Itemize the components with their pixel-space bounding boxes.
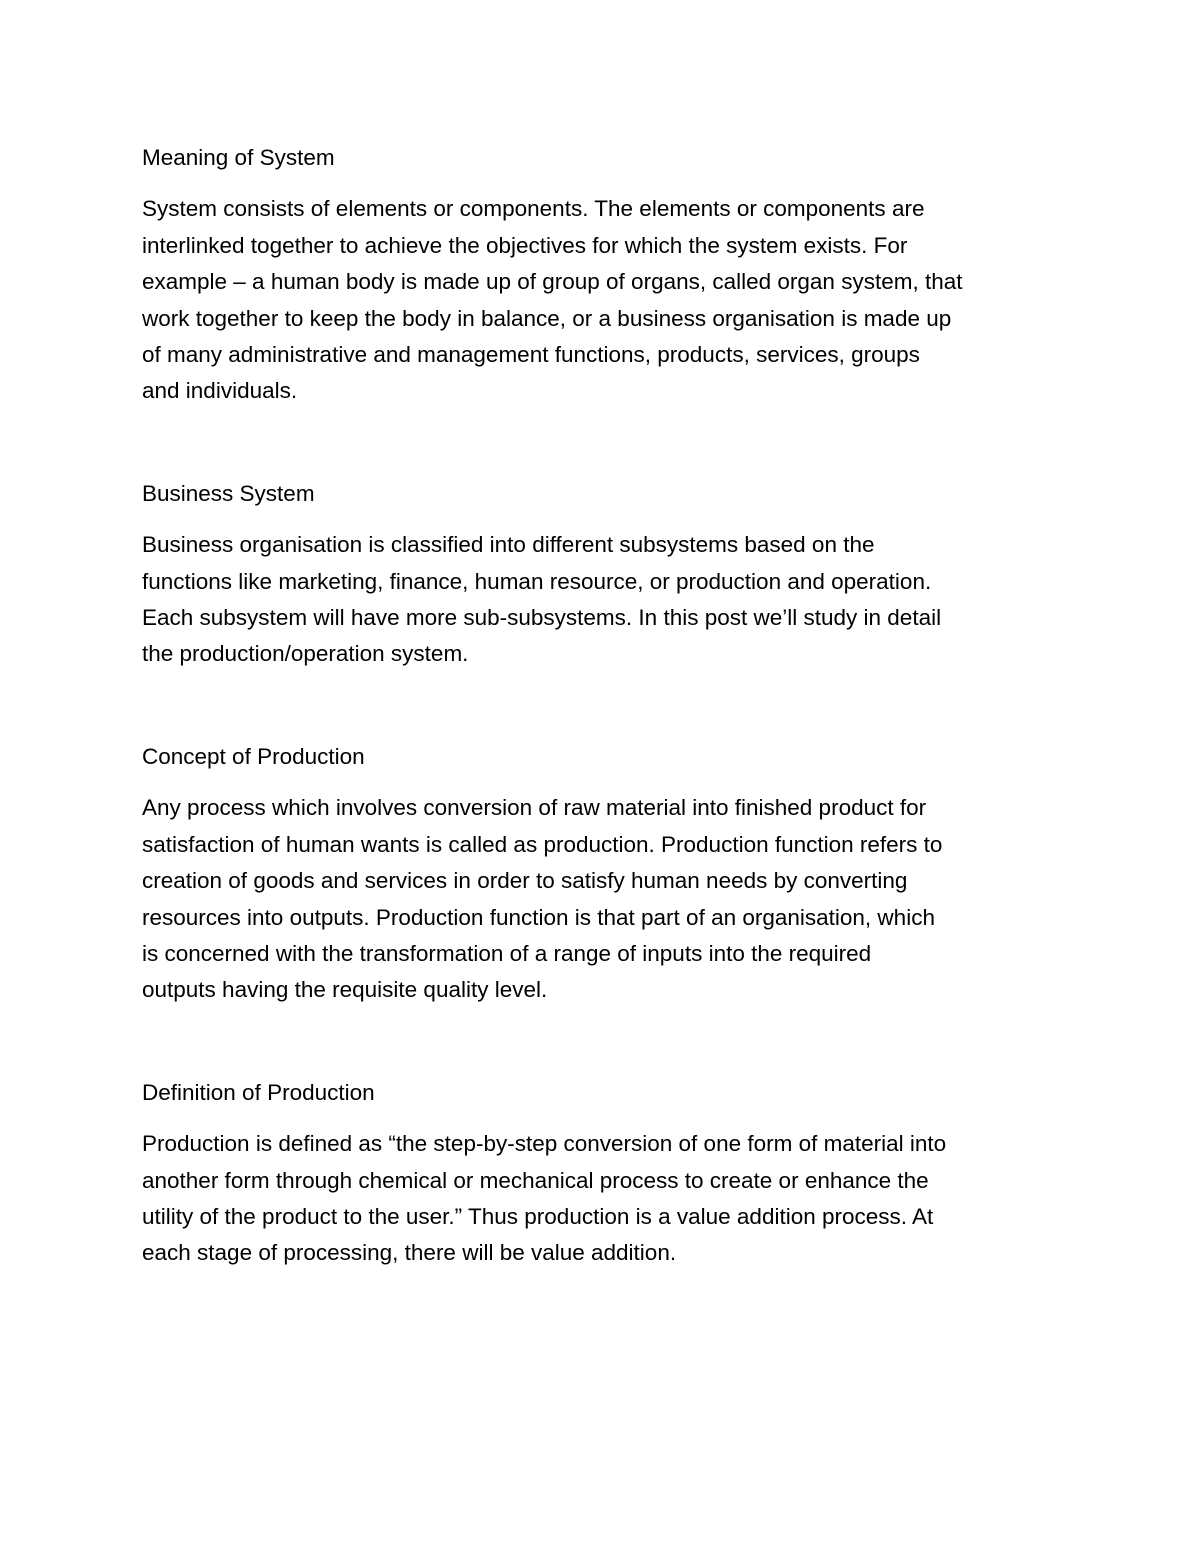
text-line: Business organisation is classified into different subsystems based on the <box>142 532 875 558</box>
section-paragraph <box>142 527 1062 673</box>
text-line: another form through chemical or mechanical process to create or enhance the <box>142 1167 929 1193</box>
section-heading: Meaning of System <box>142 145 335 170</box>
text-line: of many administrative and management functions, products, services, groups <box>142 342 920 368</box>
text-line: utility of the product to the user.” Thus production is a value addition process. At <box>142 1203 934 1229</box>
text-line: interlinked together to achieve the objectives for which the system exists. For <box>142 232 908 258</box>
text-line: satisfaction of human wants is called as production. Production function refers to <box>142 831 943 857</box>
text-line: the production/operation system. <box>142 641 469 667</box>
section-heading: Business System <box>142 480 315 506</box>
text-line: is concerned with the transformation of a range of inputs into the required <box>142 940 872 966</box>
section-heading: Definition of Production <box>142 1079 375 1105</box>
section-business-system <box>142 476 1062 673</box>
text-line: example – a human body is made up of group of organs, called organ system, that <box>142 269 963 295</box>
text-line: System consists of elements or components. The elements or components are <box>142 196 925 222</box>
section-heading: Concept of Production <box>142 743 365 769</box>
text-line: resources into outputs. Production function is that part of an organisation, which <box>142 904 935 930</box>
text-line: creation of goods and services in order to satisfy human needs by converting <box>142 868 908 894</box>
text-line: Any process which involves conversion of raw material into finished product for <box>142 795 927 821</box>
section-concept-of-production <box>142 739 1062 1009</box>
text-line: outputs having the requisite quality level. <box>142 977 548 1003</box>
text-line: and individuals. <box>142 378 298 404</box>
text-line: functions like marketing, finance, human resource, or production and operation. <box>142 568 932 594</box>
section-paragraph <box>142 790 1062 1008</box>
text-line: Each subsystem will have more sub-subsystems. In this post we’ll study in detail <box>142 605 942 631</box>
section-paragraph <box>142 1126 1062 1272</box>
section-paragraph <box>142 191 1062 409</box>
text-line: Production is defined as “the step-by-step conversion of one form of material into <box>142 1131 947 1157</box>
text-line: work together to keep the body in balance, or a business organisation is made up <box>142 305 952 331</box>
section-definition-of-production <box>142 1075 1062 1272</box>
document-body <box>142 140 1062 1272</box>
text-line: each stage of processing, there will be value addition. <box>142 1240 677 1266</box>
section-meaning-of-system <box>142 140 1062 410</box>
